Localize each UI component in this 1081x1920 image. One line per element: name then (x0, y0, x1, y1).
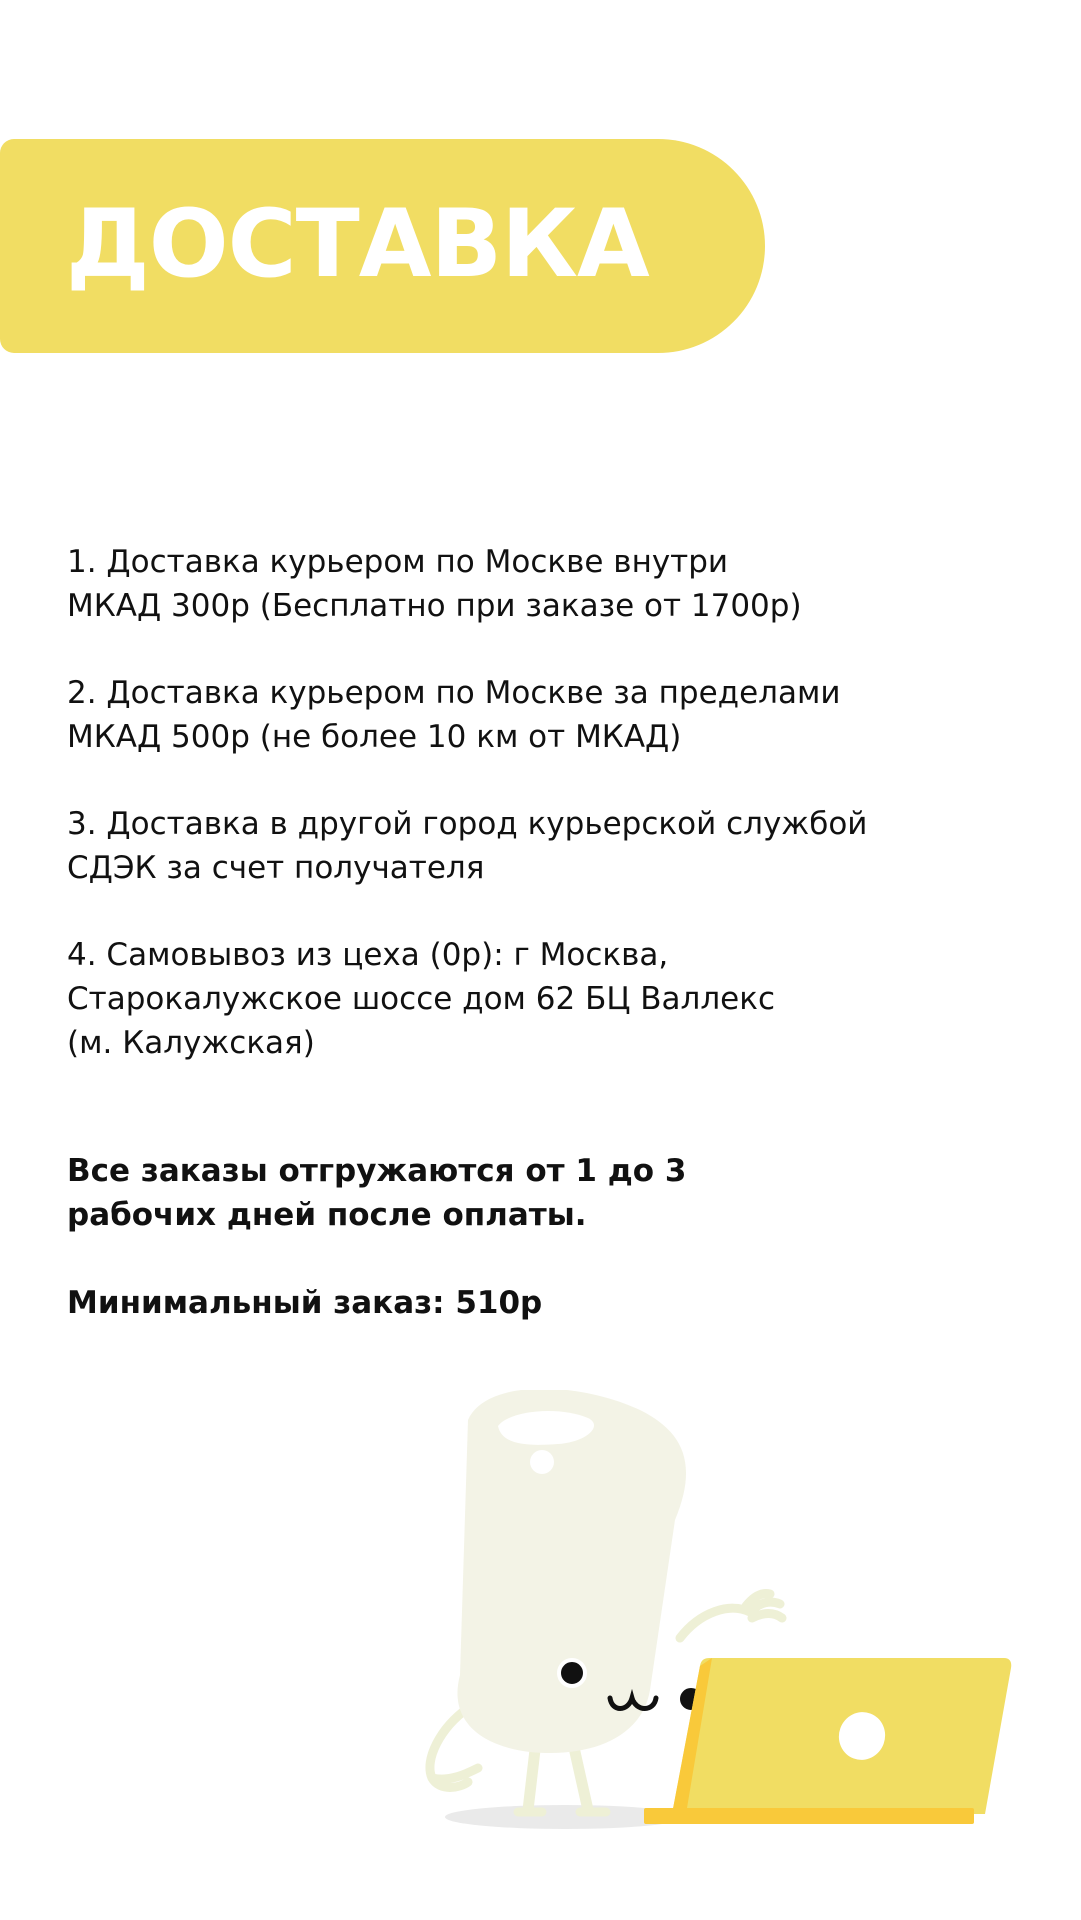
list-item (67, 540, 1057, 628)
page-title: ДОСТАВКА (66, 190, 649, 299)
list-item-line: 2. Доставка курьером по Москве за пределами (67, 675, 841, 711)
delivery-options-list (67, 540, 1057, 1108)
list-item-line: (м. Калужская) (67, 1025, 315, 1061)
list-item (67, 933, 1057, 1065)
list-item-line: МКАД 500р (не более 10 км от МКАД) (67, 719, 682, 755)
list-item-line: Старокалужское шоссе дом 62 БЦ Валлекс (67, 981, 776, 1017)
list-item-line: 1. Доставка курьером по Москве внутри (67, 544, 729, 580)
list-item (67, 802, 1057, 890)
list-item-line: МКАД 300р (Бесплатно при заказе от 1700р) (67, 588, 802, 624)
shipping-note-line: Все заказы отгружаются от 1 до 3 (67, 1153, 687, 1189)
marshmallow-laptop-mascot-icon (410, 1390, 1030, 1840)
min-order-text: Минимальный заказ: 510р (67, 1285, 543, 1321)
list-item-line: 4. Самовывоз из цеха (0р): г Москва, (67, 937, 669, 973)
list-item-line: 3. Доставка в другой город курьерской службой (67, 806, 868, 842)
shipping-note-line: рабочих дней после оплаты. (67, 1197, 587, 1233)
list-item (67, 671, 1057, 759)
shipping-note (67, 1149, 967, 1237)
list-item-line: СДЭК за счет получателя (67, 850, 485, 886)
